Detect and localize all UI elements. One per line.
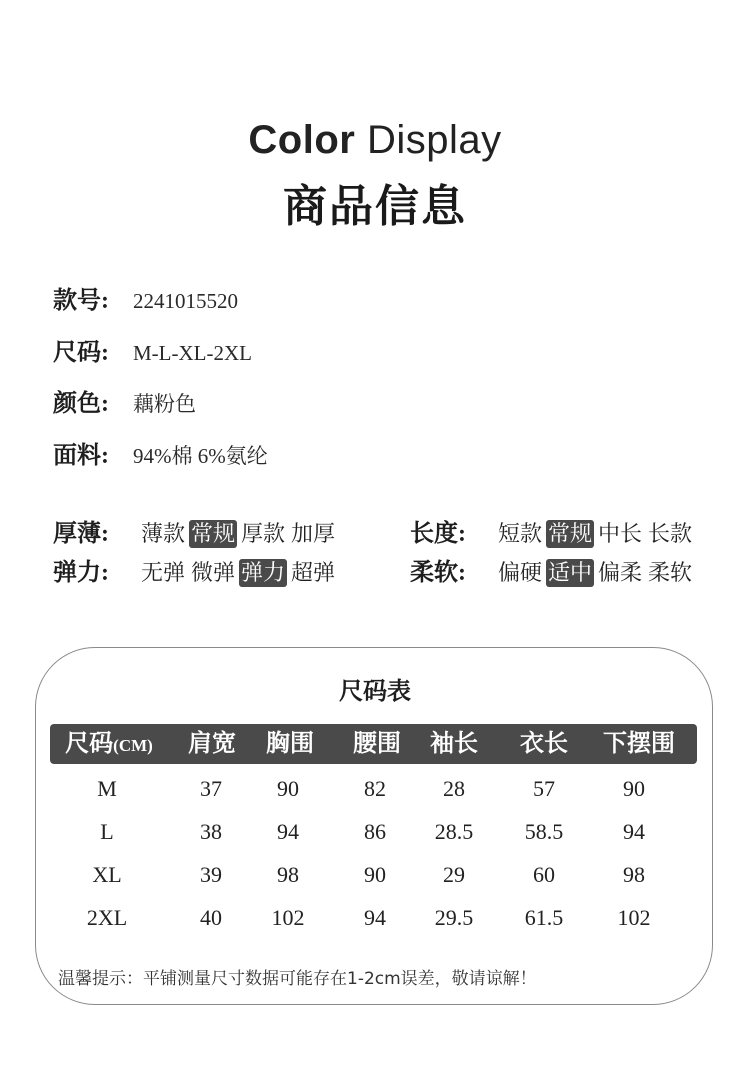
info-color [53, 387, 196, 421]
attr-option: 无弹 [141, 560, 186, 585]
table-cell: 102 [271, 905, 305, 930]
attr-softness [410, 556, 696, 590]
attr-option: 短款 [498, 521, 543, 546]
info-style-number [53, 284, 238, 318]
attr-options [496, 560, 696, 585]
attr-options [139, 521, 339, 546]
attr-thickness [53, 517, 339, 551]
attr-option: 偏硬 [498, 560, 543, 585]
title-english-light: Display [355, 118, 502, 162]
table-cell: 28.5 [434, 819, 474, 844]
table-cell: 94 [277, 819, 299, 844]
info-value: 94%棉 6%氨纶 [133, 444, 268, 468]
attr-option: 中长 [598, 521, 643, 546]
info-label: 尺码: [53, 340, 109, 366]
info-value: 藕粉色 [133, 392, 196, 416]
attr-option-selected: 常规 [548, 521, 593, 546]
table-cell: 40 [200, 905, 222, 930]
table-cell: 60 [533, 862, 555, 887]
table-cell: 90 [364, 862, 386, 887]
info-fabric [53, 439, 268, 473]
attr-elasticity [53, 556, 339, 590]
attr-option: 薄款 [141, 521, 186, 546]
header-chest: 胸围 [266, 731, 314, 757]
size-chart-title: 尺码表 [339, 679, 411, 705]
table-cell: 98 [277, 862, 299, 887]
table-cell-size: L [100, 819, 114, 844]
info-label: 款号: [53, 288, 109, 314]
table-cell-size: M [97, 776, 117, 801]
attr-option: 超弹 [291, 560, 336, 585]
attr-option-selected: 适中 [548, 560, 593, 585]
table-cell-size: XL [92, 862, 122, 887]
table-cell: 82 [364, 776, 386, 801]
attr-option: 偏柔 [598, 560, 643, 585]
table-cell: 86 [364, 819, 386, 844]
header-size [50, 724, 168, 764]
info-size [53, 336, 252, 370]
attr-option: 柔软 [648, 560, 693, 585]
table-cell: 38 [200, 819, 222, 844]
attr-label: 弹力: [53, 560, 109, 586]
table-cell: 94 [623, 819, 645, 844]
attr-option-selected: 常规 [191, 521, 236, 546]
title-english [0, 118, 750, 163]
table-cell: 102 [617, 905, 651, 930]
attr-option-selected: 弹力 [241, 560, 286, 585]
header-shoulder: 肩宽 [188, 731, 236, 757]
table-cell: 90 [277, 776, 299, 801]
table-cell: 94 [364, 905, 386, 930]
info-value: 2241015520 [133, 289, 238, 313]
table-cell-size: 2XL [86, 905, 128, 930]
attr-option: 微弹 [191, 560, 236, 585]
header-waist: 腰围 [353, 731, 401, 757]
info-label: 面料: [53, 443, 109, 469]
table-cell: 61.5 [524, 905, 564, 930]
table-cell: 57 [533, 776, 555, 801]
header-size-unit: (CM) [113, 736, 153, 755]
attr-label: 厚薄: [53, 521, 109, 547]
table-cell: 39 [200, 862, 222, 887]
attr-label: 长度: [410, 521, 466, 547]
table-cell: 29.5 [434, 905, 474, 930]
table-cell: 28 [443, 776, 465, 801]
attr-option: 加厚 [291, 521, 336, 546]
header-hem: 下摆围 [603, 731, 675, 757]
attr-length [410, 517, 696, 551]
table-cell: 98 [623, 862, 645, 887]
header-length: 衣长 [520, 731, 568, 757]
title-english-bold: Color [248, 118, 356, 162]
measurement-note: 温馨提示：平铺测量尺寸数据可能存在1-2cm误差，敬请谅解！ [58, 969, 537, 989]
attr-label: 柔软: [410, 560, 466, 586]
table-cell: 37 [200, 776, 222, 801]
attr-options [139, 560, 339, 585]
table-cell: 90 [623, 776, 645, 801]
attr-option: 长款 [648, 521, 693, 546]
table-cell: 58.5 [524, 819, 564, 844]
page-title: 商品信息 [283, 182, 467, 231]
attr-option: 厚款 [241, 521, 286, 546]
table-cell: 29 [443, 862, 465, 887]
attr-options [496, 521, 696, 546]
info-value: M-L-XL-2XL [133, 341, 252, 365]
header-size-label: 尺码 [65, 731, 114, 757]
header-sleeve: 袖长 [430, 731, 478, 757]
info-label: 颜色: [53, 391, 109, 417]
size-table-header [50, 724, 697, 764]
